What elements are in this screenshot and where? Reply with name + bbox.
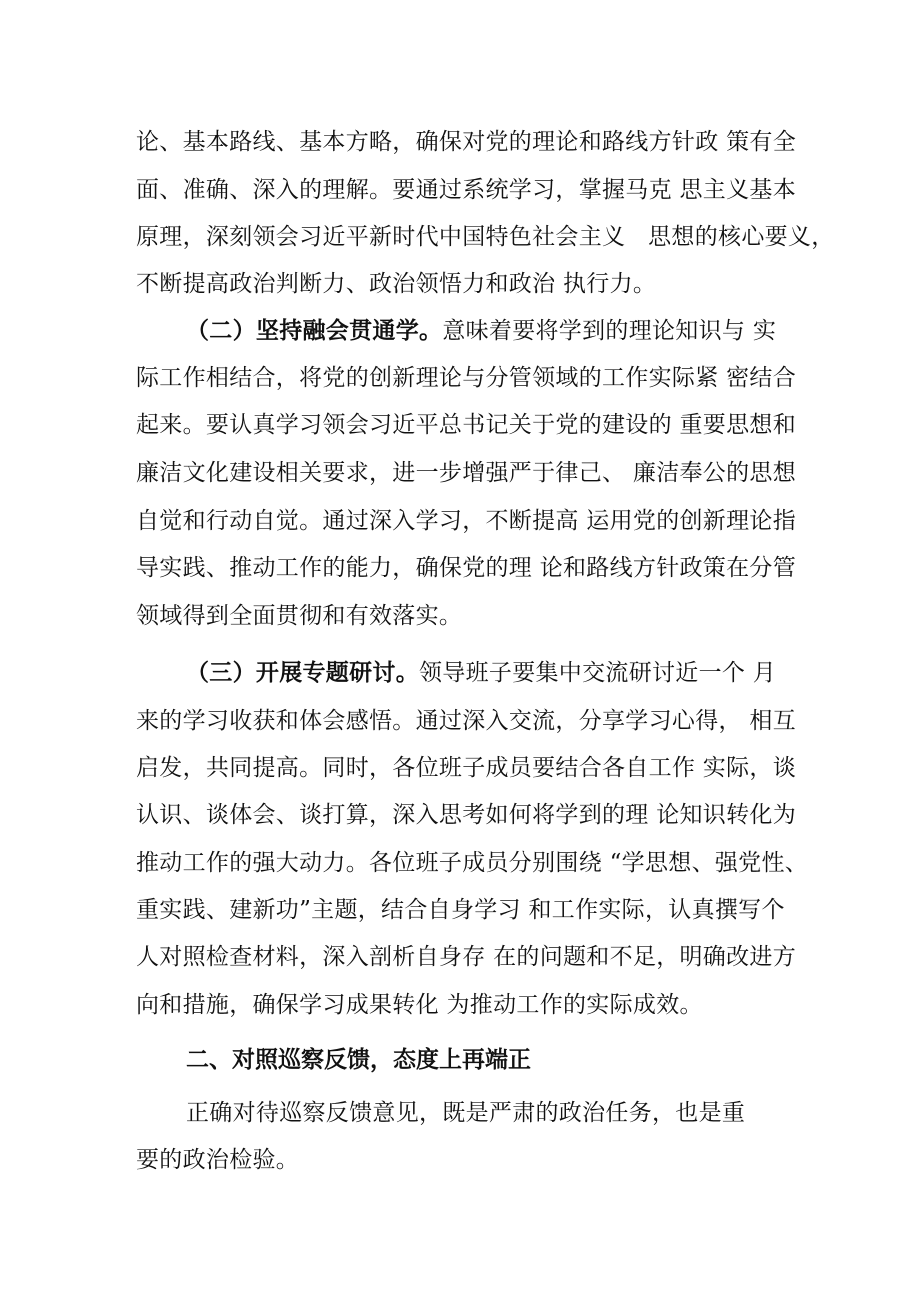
paragraph-2-line-2: 际工作相结合，将党的创新理论与分管领域的工作实际紧 密结合 [136,365,797,391]
paragraph-3-line-4: 认识、谈体会、谈打算，深入思考如何将学到的理 论知识转化为 [136,802,797,828]
paragraph-3-line-6: 重实践、建新功”主题，结合自身学习 和工作实际，认真撰写个 [136,897,785,923]
paragraph-3-line-3: 启发，共同提高。同时，各位班子成员要结合各自工作 实际，谈 [136,755,797,781]
paragraph-3-line-1 [186,658,776,688]
paragraph-2-line-4: 廉洁文化建设相关要求，进一步增强严于律己、 廉洁奉公的思想 [136,460,797,486]
paragraph-4-line-2: 要的政治检验。 [136,1147,300,1173]
paragraph-2-line-3: 起来。要认真学习领会习近平总书记关于党的建设的 重要思想和 [136,412,797,438]
paragraph-2-line-6: 导实践、推动工作的能力，确保党的理 论和路线方针政策在分管 [136,555,797,581]
section-heading: 二、对照巡察反馈，态度上再端正 [186,1046,531,1073]
paragraph-2-line-7: 领域得到全面贯彻和有效落实。 [136,603,463,629]
paragraph-1-line-2: 面、准确、深入的理解。要通过系统学习，掌握马克 思主义基本 [136,177,797,203]
paragraph-1-line-3: 原理，深刻领会习近平新时代中国特色社会主义 思想的核心要义， [136,224,835,250]
paragraph-3-line-2: 来的学习收获和体会感悟。通过深入交流，分享学习心得， 相互 [136,708,797,734]
paragraph-4-line-1: 正确对待巡察反馈意见，既是严肃的政治任务，也是重 [186,1100,746,1126]
paragraph-3-line-5: 推动工作的强大动力。各位班子成员分别围绕 “学思想、强党性、 [136,850,809,876]
paragraph-3-line-7: 人对照检查材料，深入剖析自身存 在的问题和不足，明确改进方 [136,944,797,970]
paragraph-3-first-text: 领导班子要集中交流研讨近一个 月 [419,660,777,686]
paragraph-1-line-1: 论、基本路线、基本方略，确保对党的理论和路线方针政 策有全 [136,129,797,155]
paragraph-3-line-8: 向和措施，确保学习成果转化 为推动工作的实际成效。 [136,992,703,1018]
paragraph-2-line-5: 自觉和行动自觉。通过深入学习，不断提高 运用党的创新理论指 [136,508,797,534]
paragraph-2-title: （二）坚持融会贯通学。 [186,317,443,344]
paragraph-2-line-1 [186,316,776,346]
paragraph-1-line-4: 不断提高政治判断力、政治领悟力和政治 执行力。 [136,271,657,297]
paragraph-2-first-text: 意味着要将学到的理论知识与 实 [442,318,777,344]
paragraph-3-title: （三）开展专题研讨。 [186,659,419,686]
